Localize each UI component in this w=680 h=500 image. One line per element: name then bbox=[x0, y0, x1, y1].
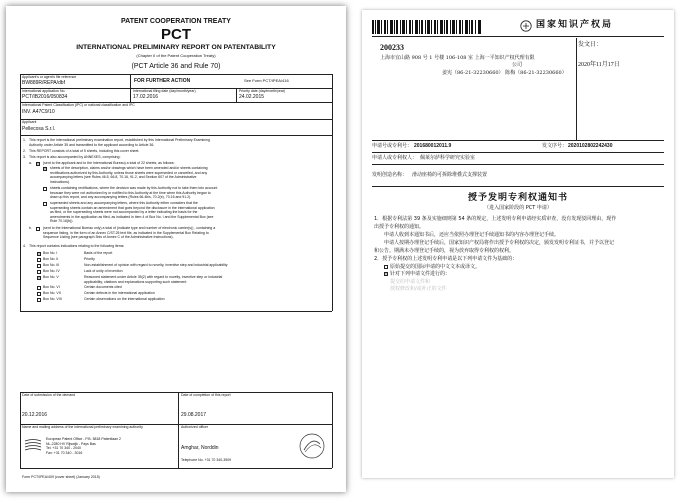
file-ref-label: Applicant's or agent's file reference bbox=[22, 75, 77, 79]
priority-date-label: Priority date (day/month/year) bbox=[239, 89, 286, 93]
box-5-no: Box No. V bbox=[43, 275, 59, 279]
item-1-text-2: Authority under Article 35 and transmitted to the applicant according to Article 36. bbox=[29, 143, 155, 147]
box-2-checkbox bbox=[37, 258, 41, 262]
annex-a1-line-3: accompanying letters (see Rules 46.5, 66.8, 70.16, 91.2, and Section 607 of the Administrative bbox=[50, 175, 197, 179]
completion-date-label: Date of completion of this report bbox=[181, 393, 231, 397]
annex-a3-line-4: amendments in the application as filed, as indicated in item 4 of Box No. I and the Supplemental Box (see bbox=[50, 214, 214, 219]
annex-a1-checkbox: × bbox=[44, 167, 47, 171]
annex-a2-line-3: draw up this report, and any accompanying letters (Rules 66.4bis, 70.2(e), 70.16 and 91.2). bbox=[50, 195, 192, 199]
box-1-no: Box No. I bbox=[43, 251, 58, 255]
item-3-text: This report is also accompanied by ANNEXES, comprising: bbox=[29, 155, 121, 159]
check-original-text bbox=[384, 265, 388, 269]
box-3-text: Non-establishment of opinion with regard to novelty, inventive step and industrial applicability bbox=[84, 263, 228, 267]
applicant-value: 佩莱尔萨科学研究实验室 bbox=[420, 155, 476, 161]
box-2-text: Priority bbox=[84, 257, 95, 261]
app-no-label: International application No. bbox=[22, 89, 66, 93]
box-4-text: Lack of unity of invention bbox=[84, 269, 123, 273]
report-title: INTERNATIONAL PRELIMINARY REPORT ON PATENTABILITY bbox=[76, 44, 276, 51]
ipc-label: International Patent Classification (IPC) or national classification and IPC bbox=[22, 103, 135, 107]
epo-logo-icon bbox=[23, 438, 43, 454]
send-serial-label: 发文序号： bbox=[542, 143, 568, 149]
para-3: 申请人按期办理登记手续后，国家知识产权局将作出授予专利权的决定，颁发发明专利证书，并予以登记 bbox=[384, 240, 615, 246]
box-5-text: Reasoned statement under Article 35(2) with regard to novelty, inventive step or industrial bbox=[84, 275, 223, 279]
officer-phone: Telephone No. +31 70 340-3909 bbox=[181, 458, 232, 462]
item-2-num: 2. bbox=[23, 149, 26, 153]
box-1-text: Basis of the report bbox=[84, 251, 113, 255]
articles-subtitle: (PCT Article 36 and Rule 70) bbox=[131, 63, 221, 70]
annex-a3-line-5: Rule 70.16(b)). bbox=[50, 219, 74, 223]
item-1-text: This report is the international preliminary examination report, established by this International Preliminary Examining bbox=[29, 138, 210, 142]
officer-label: Authorized officer bbox=[181, 425, 209, 429]
cnipa-notice-page bbox=[362, 10, 674, 478]
box-8-no: Box No. VIII bbox=[43, 297, 62, 301]
filing-date-label: International filing date (day/month/year) bbox=[133, 89, 196, 93]
epo-address-2: NL-2280 HV Rijswijk - Pays Bas bbox=[46, 441, 96, 446]
annex-a2-line-1: sheets containing rectifications, where the decision was made by this Authority not to take them into account bbox=[50, 186, 218, 190]
box-3-checkbox bbox=[37, 264, 41, 268]
annex-b-line-1: (sent to the International Bureau only) a total of (indicate type and number of electronic carrier(s)) , containing a bbox=[43, 226, 216, 230]
item-4-text: This report contains indications relating to the following items: bbox=[29, 244, 125, 248]
para-2: 申请人收到本通知书后，还应当依照办理登记手续通知书的内容办理登记手续。 bbox=[384, 232, 560, 238]
annex-a3-checkbox bbox=[43, 202, 47, 206]
applicant-label: 申请人或专利权人： bbox=[372, 155, 418, 161]
applicant-value: Pellecosa S.r.l. bbox=[22, 126, 56, 132]
box-7-checkbox bbox=[37, 292, 41, 296]
pct-report-page: PATENT COOPERATION TREATY PCT INTERNATIONAL PRELIMINARY REPORT ON PATENTABILITY (Chapter II of the Patent Cooperation Treaty) (PCT Article 36 and Rule 70) Applicant's or agent's file reference BW889R/REPA/dbf FOR FURTHER ACTION See Form PCT/IPEA/416 International application No. PCT/IB2016/050834 International filing date (day/month/year) 17.02.2016 Priority date (day/month/year) 24.02.2015 International Patent Classification (IPC) or national classification and IPC INV. A47C9/10 Applicant Pellecosa S.r.l. 1. This report is the international preliminary examination report, established by this International Preliminary Examining Authority under Article 35 and transmitted to the applicant according to Article 36. 2. This REPORT consists of a total of 5 sheets, including this cover sheet. 3. This report is also accompanied by ANNEXES, comprising: a. × (sent to the applicant and to the International Bureau) a total of 22 sheets, as follows: × sheets of the description, claims and/or drawings which have been amended and/or sheets containing rectifications authorized by this Authority, unless those sheets were superseded or cancelled, and any accompanying letters (see Rules 46.5, 66.8, 70.16, 91.2, and Section 607 of the Administrative Instructions). sheets containing rectifications, where the decision was made by this Authority not to take them into account because they were not authorized by or notified to this Authority at the time when this Authority began to draw up this report, and any accompanying letters (Rules 66.4bis, 70.2(e), 70.16 and 91.2). superseded sheets and any accompanying letters, where this Authority either considers that the superseding sheets contain an amendment that goes beyond the disclosure in the international application as filed, or the superseding sheets were not accompanied by a letter indicating the basis for the amendments in the application as filed, as indicated in item 4 of Box No. I and the Supplemental Box (see Rule 70.16(b)). b. (sent to the International Bureau only) a total of (indicate type and number of electronic carrier(s)) , containing a sequence listing, in the form of an Annex C/ST.25 text file, as indicated in the Supplemental Box Relating to Sequence Listing (see paragraph 3bis of Annex C of the Administrative Instructions). 4. This report contains indications relating to the following items: × Box No. I Basis of the report Box No. II Priority Box No. III Non-establishment of opinion with regard to novelty, inventive step and industrial applicability Box No. IV Lack of unity of invention × Box No. V Reasoned statement under Article 35(2) with regard to novelty, inventive step or industrial applicability; citations and explanations supporting such statement Box No. VI Certain documents cited Box No. VII Certain defects in the international application Box No. VIII Certain observations on the international application Date of submission of the demand 20.12.2016 Date of completion of this report 29.08.2017 Name and mailing address of the international preliminary examining authority European Patent Office - P.B. 5818 Patentlaan 2 NL-2280 HV Rijswijk - Pays Bas Tel. +31 70 340 - 2040 Fax: +31 70 340 - 3016 Authorized officer Amghar, Norddin Telephone No. +31 70 340-3909 Form PCT/IPEA/409 (cover sheet) (January 2015) bbox=[6, 6, 346, 492]
epo-phone: Tel. +31 70 340 - 2040 bbox=[46, 446, 81, 450]
item-2-text: This REPORT consists of a total of 5 sheets, including this cover sheet. bbox=[29, 149, 140, 153]
demand-date-label: Date of submission of the demand bbox=[22, 393, 76, 397]
box-5-checkbox: × bbox=[38, 276, 41, 280]
para-1: 1．根据专利法第 39 条及实施细则第 54 条的规定，上述发明专利申请经实质审查，没有发现驳回理由，现作 bbox=[374, 216, 617, 222]
chapter-subtitle: (Chapter II of the Patent Cooperation Treaty) bbox=[136, 53, 216, 58]
box-7-text: Certain defects in the international application bbox=[84, 291, 155, 295]
app-no-value: 201680012011.9 bbox=[414, 143, 452, 149]
annex-a2-checkbox bbox=[43, 187, 47, 191]
send-date-label: 发文日： bbox=[578, 41, 603, 48]
box-2-no: Box No. II bbox=[43, 257, 59, 261]
epo-fax: Fax: +31 70 340 - 3016 bbox=[46, 450, 83, 455]
box-6-text: Certain documents cited bbox=[84, 285, 122, 289]
annex-a-text: (sent to the applicant and to the International Bureau) a total of 22 sheets, as follows: bbox=[43, 161, 175, 165]
box-5-text-2: applicability; citations and explanations supporting such statement bbox=[84, 279, 187, 284]
applicant-label: Applicant bbox=[22, 120, 37, 124]
address-line-2: 公司 bbox=[512, 62, 523, 68]
box-8-checkbox bbox=[37, 298, 41, 302]
notice-title: 授予发明专利权通知书 bbox=[467, 193, 568, 203]
annex-a3-line-3: as filed, or the superseding sheets were not accompanied by a letter indicating the basis for the bbox=[50, 210, 198, 214]
see-form: See Form PCT/IPEA/416 bbox=[244, 78, 289, 83]
ipc-value: INV. A47C9/10 bbox=[22, 109, 55, 115]
invention-label: 发明创造名称： bbox=[372, 172, 408, 178]
box-3-no: Box No. III bbox=[43, 263, 60, 267]
annex-b-line-3: Sequence Listing (see paragraph 3bis of Annex C of the Administrative Instructions). bbox=[43, 235, 174, 239]
pct-title: PCT bbox=[161, 26, 191, 43]
demand-date-value: 20.12.2016 bbox=[22, 412, 48, 418]
filing-date-value: 17.02.2016 bbox=[133, 94, 159, 100]
para-1b: 出授予专利权的通知。 bbox=[374, 224, 425, 230]
check-listed-docs-label: 针对下列申请文件进行的： bbox=[390, 271, 451, 277]
box-8-text: Certain observations on the international application bbox=[84, 297, 165, 301]
para-4: 2．授予专利权的上述发明专利申请是以下列申请文件为基础的： bbox=[374, 256, 518, 262]
faint-line-2: 授权修改和/或补正的文件 bbox=[390, 286, 447, 292]
notice-subtitle: （进入国家阶段的 PCT 申请） bbox=[484, 205, 552, 211]
ipea-label: Name and mailing address of the international preliminary examining authority bbox=[22, 425, 143, 429]
annex-b-checkbox bbox=[36, 227, 40, 231]
faint-line-1: 提交的申请文件和 bbox=[390, 279, 431, 285]
app-no-label: 申请号或专利号： bbox=[372, 143, 413, 149]
send-serial-value: 2020102802242430 bbox=[568, 143, 613, 149]
annex-a-checkbox: × bbox=[37, 162, 40, 166]
contact-line: 姜宪（86-21-32230660） 陈梅（86-21-32230660） bbox=[442, 70, 567, 76]
invention-value: 滑动座椅的可拆除堆叠式支撑装置 bbox=[412, 172, 488, 178]
box-6-no: Box No. VI bbox=[43, 285, 60, 289]
box-7-no: Box No. VII bbox=[43, 291, 61, 295]
further-action: FOR FURTHER ACTION bbox=[134, 78, 191, 84]
file-ref-value: BW889R/REPA/dbf bbox=[22, 80, 65, 86]
annex-a3-line-1: superseded sheets and any accompanying letters, where this Authority either considers that the bbox=[50, 201, 198, 205]
treaty-title: PATENT COOPERATION TREATY bbox=[121, 18, 231, 25]
priority-date-value: 24.02.2015 bbox=[239, 94, 265, 100]
check-original-text-label: 原始提交的国际申请的中文文本或译文。 bbox=[390, 264, 481, 270]
annex-a3-line-2: superseding sheets contain an amendment that goes beyond the disclosure in the international application bbox=[50, 205, 215, 210]
para-3b: 和公告。期满未办理登记手续的，视为放弃取得专利权的权利。 bbox=[374, 248, 515, 254]
annex-b-line-2: sequence listing, in the form of an Annex C/ST.25 text file, as indicated in the Supplemental Box Relating to bbox=[43, 230, 209, 235]
box-1-checkbox: × bbox=[38, 252, 41, 256]
stamp-seal-icon bbox=[298, 432, 326, 460]
send-date-value: 2020年11月17日 bbox=[578, 62, 620, 68]
officer-name: Amghar, Norddin bbox=[181, 445, 219, 451]
item-1-num: 1. bbox=[23, 138, 26, 142]
annex-a2-line-2: because they were not authorized by or notified to this Authority at the time when this Authority began to bbox=[50, 190, 211, 195]
box-6-checkbox bbox=[37, 286, 41, 290]
annex-a1-line-1: sheets of the description, claims and/or drawings which have been amended and/or sheets containing bbox=[50, 166, 208, 170]
epo-address-1: European Patent Office - P.B. 5818 Patentlaan 2 bbox=[46, 437, 121, 441]
postcode: 200233 bbox=[380, 43, 404, 52]
box-4-checkbox bbox=[37, 270, 41, 274]
completion-date-value: 29.08.2017 bbox=[181, 412, 207, 418]
annex-a1-line-4: Instructions). bbox=[50, 179, 71, 184]
annex-a1-line-2: rectifications authorized by this Authority, unless those sheets were superseded or cancelled, and any bbox=[50, 170, 208, 175]
box-4-no: Box No. IV bbox=[43, 269, 60, 273]
form-footer: Form PCT/IPEA/409 (cover sheet) (January 2015) bbox=[22, 475, 100, 479]
cnipa-logo-icon bbox=[520, 20, 532, 32]
check-listed-docs: × bbox=[385, 272, 388, 276]
office-name: 国家知识产权局 bbox=[536, 20, 614, 30]
address-line-1: 上海市宜山路 908 号 1 号楼 106-108 室 上海一平知识产权代理有限 bbox=[380, 55, 535, 61]
item-3-num: 3. bbox=[23, 155, 26, 159]
app-no-value: PCT/IB2016/050834 bbox=[22, 94, 68, 100]
barcode-icon bbox=[372, 20, 482, 34]
